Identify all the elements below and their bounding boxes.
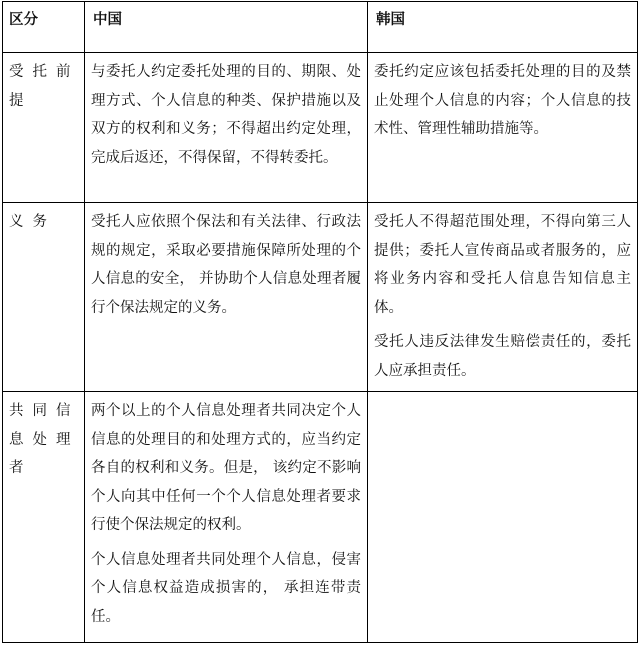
table-row (3, 203, 638, 392)
korea-text: 受托人违反法律发生赔偿责任的，委托人应承担责任。 (374, 334, 631, 379)
korea-cell (368, 203, 638, 392)
korea-cell (368, 392, 638, 643)
china-cell (85, 53, 368, 203)
china-text: 与委托人约定委托处理的目的、期限、处理方式、个人信息的种类、保护措施以及双方的权利和义务；不得超出约定处理，完成后返还，不得保留，不得转委托。 (91, 64, 361, 166)
row-label: 受托前提 (9, 64, 80, 109)
row-label-cell (3, 392, 85, 643)
header-korea: 韩国 (368, 2, 638, 53)
row-label-cell (3, 203, 85, 392)
table-row (3, 53, 638, 203)
china-text: 个人信息处理者共同处理个人信息，侵害个人信息权益造成损害的， 承担连带责任。 (91, 551, 361, 625)
china-cell (85, 392, 368, 643)
korea-text: 受托人不得超范围处理，不得向第三人提供；委托人宣传商品或者服务的，应将业务内容和受托人信息告知信息主体。 (374, 214, 631, 316)
header-category: 区分 (3, 2, 85, 53)
korea-text: 委托约定应该包括委托处理的目的及禁止处理个人信息的内容；个人信息的技术性、管理性辅助措施等。 (374, 64, 631, 137)
table-row (3, 392, 638, 643)
header-china: 中国 (85, 2, 368, 53)
china-text: 两个以上的个人信息处理者共同决定个人信息的处理目的和处理方式的，应当约定各自的权利和义务。但是， 该约定不影响个人向其中任何一个个人信息处理者要求行使个保法规定的权利。 (91, 403, 361, 533)
comparison-table (2, 1, 638, 643)
row-label-cell (3, 53, 85, 203)
header-row (3, 2, 638, 53)
empty-cell (368, 392, 637, 397)
row-label: 共同信息处理者 (9, 403, 80, 476)
china-text: 受托人应依照个保法和有关法律、行政法规的规定，采取必要措施保障所处理的个人信息的安全， 并协助个人信息处理者履行个保法规定的义务。 (91, 214, 361, 316)
korea-cell (368, 53, 638, 203)
row-label: 义务 (9, 214, 56, 230)
china-cell (85, 203, 368, 392)
